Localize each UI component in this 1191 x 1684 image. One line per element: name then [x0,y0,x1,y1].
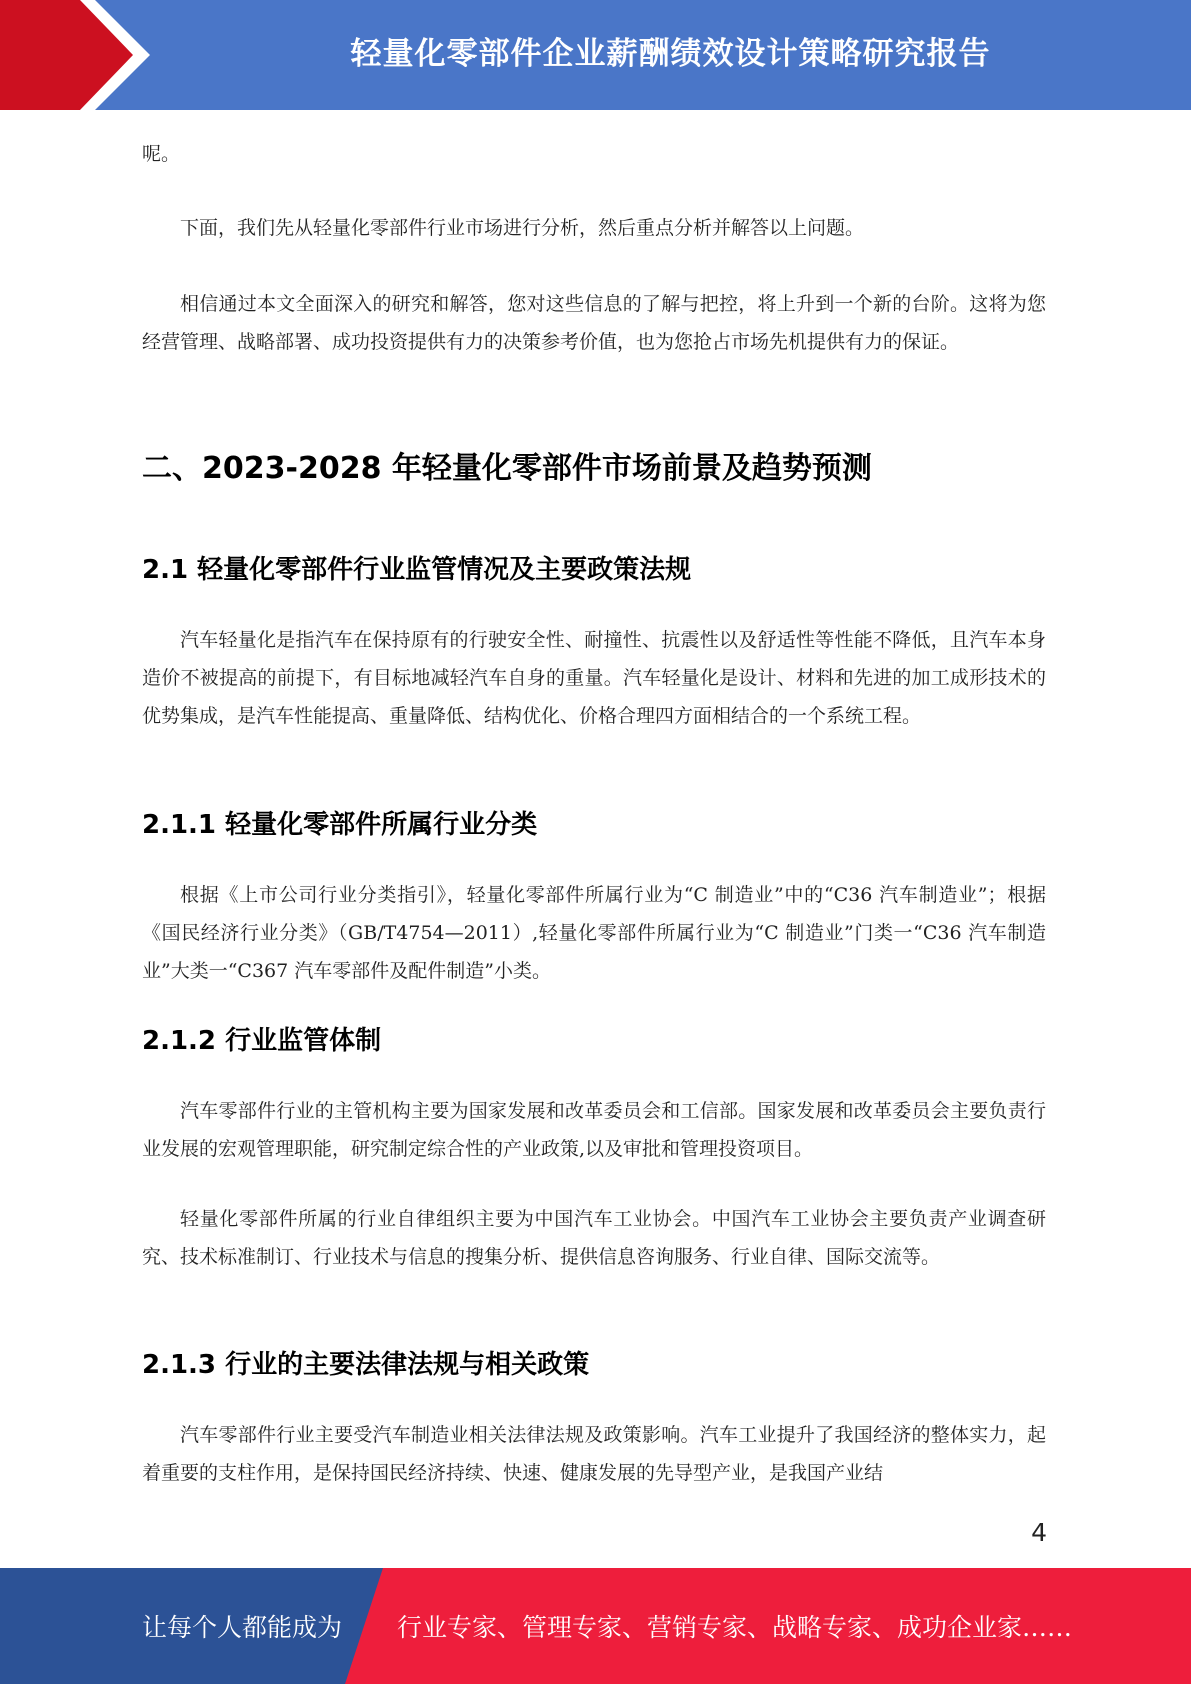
paragraph-2-1-2-b: 轻量化零部件所属的行业自律组织主要为中国汽车工业协会。中国汽车工业协会主要负责产业调查研究、技术标准制订、行业技术与信息的搜集分析、提供信息咨询服务、行业自律、国际交流等。 [142,1208,1046,1268]
header-chevron-decoration [0,0,160,110]
subsection-heading-2-1-2: 2.1.2 行业监管体制 [142,1026,382,1056]
paragraph-2-1: 汽车轻量化是指汽车在保持原有的行驶安全性、耐撞性、抗震性以及舒适性等性能不降低，且汽车本身造价不被提高的前提下，有目标地减轻汽车自身的重量。汽车轻量化是设计、材料和先进的加工成形技术的优势集成，是汽车性能提高、重量降低、结构优化、价格合理四方面相结合的一个系统工程。 [142,629,1046,727]
subsection-heading-2-1: 2.1 轻量化零部件行业监管情况及主要政策法规 [142,555,692,585]
paragraph-2-1-3: 汽车零部件行业主要受汽车制造业相关法律法规及政策影响。汽车工业提升了我国经济的整体实力，起着重要的支柱作用，是保持国民经济持续、快速、健康发展的先导型产业，是我国产业结 [142,1424,1046,1484]
paragraph-value: 相信通过本文全面深入的研究和解答，您对这些信息的了解与把控，将上升到一个新的台阶。这将为您经营管理、战略部署、成功投资提供有力的决策参考价值，也为您抢占市场先机提供有力的保证。 [142,293,1046,353]
footer-slogan-right: 行业专家、管理专家、营销专家、战略专家、成功企业家…… [397,1613,1073,1642]
page-footer [0,1568,1191,1684]
paragraph-continuation: 呢。 [142,143,181,165]
paragraph-2-1-2-a: 汽车零部件行业的主管机构主要为国家发展和改革委员会和工信部。国家发展和改革委员会主要负责行业发展的宏观管理职能，研究制定综合性的产业政策,以及审批和管理投资项目。 [142,1100,1046,1160]
paragraph-intro: 下面，我们先从轻量化零部件行业市场进行分析，然后重点分析并解答以上问题。 [180,217,865,239]
subsection-heading-2-1-1: 2.1.1 轻量化零部件所属行业分类 [142,810,538,840]
footer-slogan-left: 让每个人都能成为 [142,1613,343,1642]
paragraph-2-1-1: 根据《上市公司行业分类指引》，轻量化零部件所属行业为“C 制造业”中的“C36 汽车制造业”；根据《国民经济行业分类》（GB/T4754—2011）,轻量化零部件所属行业为“C 制造业”门类一“C36 汽车制造业”大类一“C367 汽车零部件及配件制造”小类。 [142,884,1046,982]
page-number: 4 [1031,1518,1047,1547]
subsection-heading-2-1-3: 2.1.3 行业的主要法律法规与相关政策 [142,1350,590,1380]
header-title: 轻量化零部件企业薪酬绩效设计策略研究报告 [350,35,991,72]
section-heading-2: 二、2023-2028 年轻量化零部件市场前景及趋势预测 [142,451,872,486]
page-header [0,0,1191,110]
header-red-chevron [0,0,133,110]
